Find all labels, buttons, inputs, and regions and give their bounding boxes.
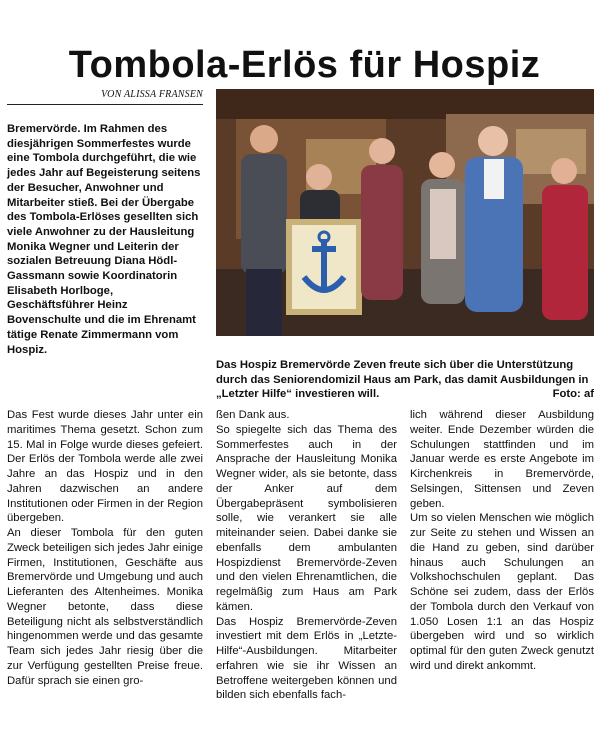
body-paragraph: Um so vielen Menschen wie möglich zur Seite zu stehen und Wissen an die Hand zu geben, sind darüber hinaus auch Schulungen an Volkshochschulen geplant. Das Schöne sei zudem, dass der Erlös der Tombola durch den Verkauf von 1.050 Losen 1:1 an das Hospiz übergeben wird und so wirklich optimal für den guten Zweck genutzt wird und direkt ankommt. [410, 512, 594, 672]
caption-text: Das Hospiz Bremervörde Zeven freute sich über die Unterstützung durch das Seniorendomizil Haus am Park, das damit Ausbildungen in „Letzter Hilfe“ investieren will. [216, 359, 589, 401]
photo-caption [216, 358, 594, 402]
photo-credit: Foto: af [552, 388, 594, 401]
body-paragraph: ßen Dank aus. [216, 409, 290, 421]
body-column-1 [7, 408, 203, 688]
body-paragraph: lich während dieser Ausbildung weiter. Ende Dezember würden die Schulungen stattfinden und im Januar werde es erste Angebote im Kirchenkreis in Bremervörde, Selsingen, Sittensen und Zeven geben. [410, 409, 594, 510]
body-paragraph: An dieser Tombola für den guten Zweck beteiligen sich jedes Jahr einige Firmen, Institutionen, Geschäfte aus Bremervörde und Umgebung und auch Lieferanten des Altenheimes. Monika Wegner betonte, dass diese Beteiligung nicht als selbstverständlich hingenommen werde und das gesamte Team sich jedes Jahr riesig über die zur Verfügung gestellten Preise freue. Dafür sprach sie einen gro- [7, 527, 203, 687]
group-photo [216, 89, 594, 336]
body-paragraph: Das Hospiz Bremervörde-Zeven investiert mit dem Erlös in „Letzte-Hilfe“-Ausbildungen. Mitarbeiter erfahren wie sie ihr Wissen an Betroffene weitergeben können und bilden sich ebenfalls fach- [216, 615, 397, 702]
body-column-2 [216, 408, 397, 703]
body-column-3 [410, 408, 594, 674]
byline-rule [7, 104, 203, 105]
byline: VON ALISSA FRANSEN [101, 89, 203, 100]
headline: Tombola-Erlös für Hospiz [68, 44, 541, 87]
body-paragraph: So spiegelte sich das Thema des Sommerfestes auch in der Ansprache der Hausleitung Monika Wegner wider, als sie betonte, dass der Anker auf dem Übergabepräsent symbolisieren solle, wie verankert sie alle miteinander seien. Dabei danke sie ebenfalls dem ambulanten Hospizdienst Bremervörde-Zeven und den vielen Ehrenamtlichen, die regelmäßig zum Haus am Park kämen. [216, 423, 397, 613]
lead-paragraph: Bremervörde. Im Rahmen des diesjährigen Sommerfestes wurde eine Tombola durchgeführt, die wie jedes Jahr auf Begeisterung seitens der Besucher, Anwohner und Mitarbeiter stieß. Bei der Übergabe des Tombola-Erlöses gesellten sich viele Anwohner zu der Hausleitung Monika Wegner und Leiterin der sozialen Betreuung Diana Hödl-Gassmann sowie Koordinatorin Elisabeth Horlboge, Geschäftsführer Heinz Bovenschulte und die im Ehrenamt tätige Renate Zimmermann vom Hospiz. [7, 123, 201, 356]
body-paragraph: Das Fest wurde dieses Jahr unter ein maritimes Thema gesetzt. Schon zum 15. Mal in Folge wurde dieses gefeiert. Der Erlös der Tombola werde alle zwei Jahre an das Hospiz und in den Jahren dazwischen an andere Institutionen oder Firmen in der Region übergeben. [7, 409, 203, 525]
